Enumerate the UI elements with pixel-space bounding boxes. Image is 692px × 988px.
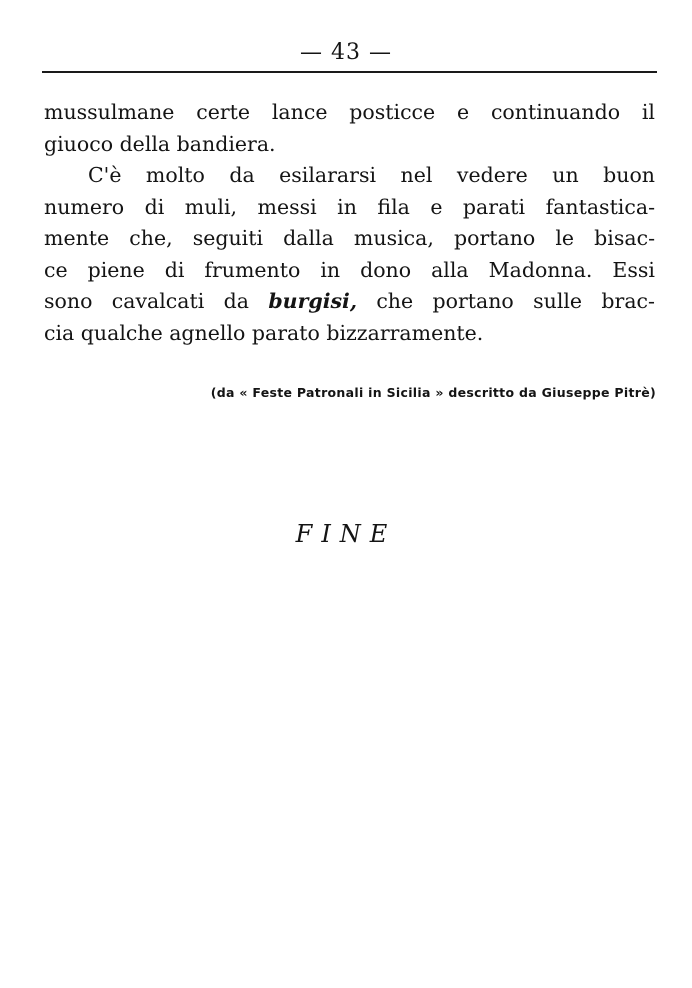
text-line: giuoco della bandiera. — [44, 131, 276, 156]
end-marker: FINE — [295, 520, 397, 548]
header-rule — [42, 71, 657, 73]
text-line: mente che, seguiti dalla musica, portano le bisac- — [44, 226, 655, 250]
text-line: cia qualche agnello parato bizzarramente. — [44, 320, 484, 345]
text-segment: che portano sulle brac- — [376, 289, 655, 313]
text-line: ce piene di frumento in dono alla Madonna. Essi — [44, 257, 655, 282]
text-line: C'è molto da esilararsi nel vedere un buon — [88, 163, 655, 187]
text-line: mussulmane certe lance posticce e continuando il — [44, 100, 655, 124]
emphasized-word: burgisi, — [268, 289, 357, 313]
page-number: — 43 — — [300, 40, 392, 65]
source-citation: (da « Feste Patronali in Sicilia » descritto da Giuseppe Pitrè) — [210, 385, 656, 400]
text-line: numero di muli, messi in fila e parati fantastica- — [44, 194, 655, 219]
body-paragraphs — [44, 97, 655, 349]
text-line-mixed — [44, 286, 655, 318]
text-segment: sono cavalcati da — [44, 289, 249, 313]
